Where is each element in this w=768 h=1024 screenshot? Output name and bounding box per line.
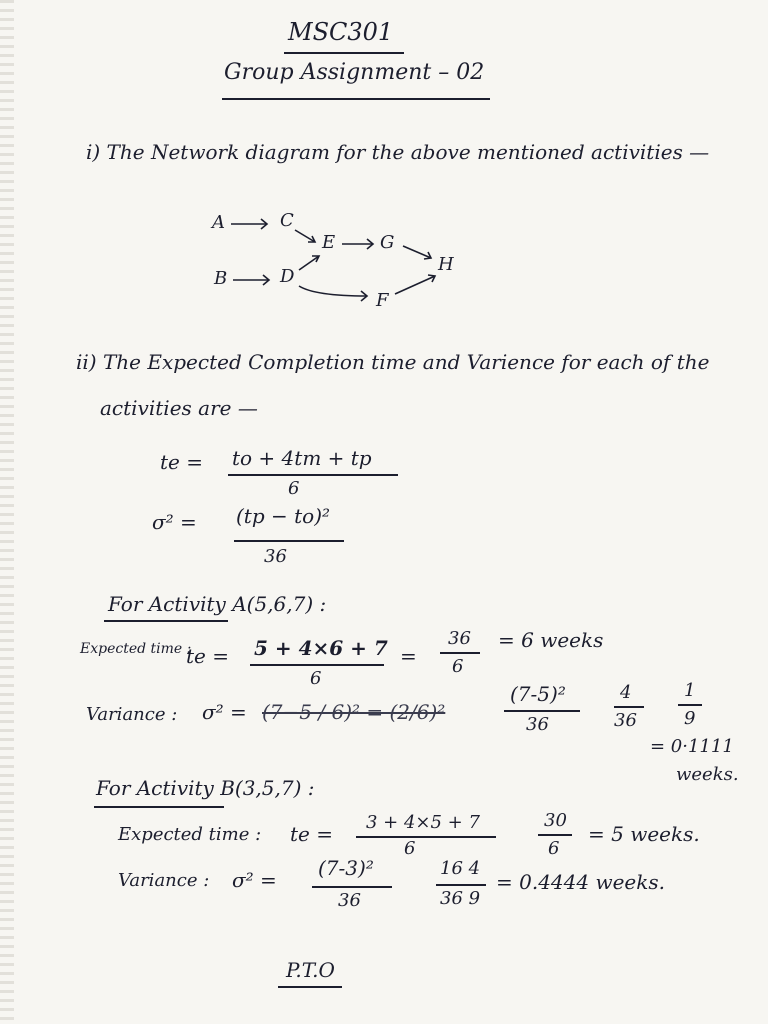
activity-b-variance-frac-num: 16 4	[440, 858, 481, 879]
activity-a-te-numerator: 5 + 4×6 + 7	[254, 636, 388, 660]
activity-a-title: For Activity A(5,6,7) :	[108, 592, 327, 616]
activity-a-variance-denominator: 36	[526, 714, 549, 735]
activity-a-variance-simpl-num: 1	[684, 680, 696, 701]
node-d: D	[280, 266, 295, 287]
activity-b-te-frac-den: 6	[548, 838, 560, 859]
activity-b-variance-result: = 0.4444 weeks.	[496, 870, 665, 894]
activity-a-variance-simpl-den: 9	[684, 708, 696, 729]
activity-b-te-denominator: 6	[404, 838, 416, 859]
activity-b-variance-frac-bar	[436, 884, 486, 886]
activity-a-variance-frac-den: 36	[614, 710, 637, 731]
expected-heading-line2: activities are —	[100, 396, 258, 420]
activity-a-te-result: = 6 weeks	[498, 628, 604, 652]
activity-a-te-denominator: 6	[310, 668, 322, 689]
var-formula-bar	[234, 540, 344, 542]
network-arrows	[195, 200, 465, 320]
activity-b-expected-label: Expected time :	[118, 824, 262, 845]
assignment-title: Group Assignment – 02	[224, 60, 485, 85]
node-f: F	[376, 290, 389, 311]
node-c: C	[280, 210, 294, 231]
activity-b-variance-numerator: (7-3)²	[318, 856, 374, 880]
pto-underline	[278, 986, 342, 988]
activity-a-variance-unit: weeks.	[676, 764, 739, 785]
node-h: H	[438, 254, 454, 275]
activity-b-te-result: = 5 weeks.	[588, 822, 700, 846]
activity-a-variance-bar	[504, 710, 580, 712]
activity-b-te-lhs: te =	[290, 822, 333, 846]
activity-b-variance-denominator: 36	[338, 890, 361, 911]
course-underline	[284, 52, 404, 54]
activity-a-te-frac-bar	[440, 652, 480, 654]
activity-b-te-bar	[356, 836, 496, 838]
te-formula-bar	[228, 474, 398, 476]
activity-a-underline	[104, 620, 228, 622]
pto-label: P.T.O	[286, 958, 335, 982]
var-formula-numerator: (tp − to)²	[236, 504, 331, 528]
activity-b-te-numerator: 3 + 4×5 + 7	[366, 812, 480, 833]
activity-a-variance-frac-bar	[614, 706, 644, 708]
te-formula-numerator: to + 4tm + tp	[232, 446, 372, 470]
network-heading: i) The Network diagram for the above mentioned activities —	[86, 140, 710, 164]
var-formula-lhs: σ² =	[152, 510, 197, 534]
activity-a-te-bar	[250, 664, 384, 666]
activity-a-te-frac-den: 6	[452, 656, 464, 677]
node-g: G	[380, 232, 395, 253]
activity-a-te-equals: =	[400, 644, 417, 668]
activity-b-te-frac-num: 30	[544, 810, 567, 831]
activity-a-variance-frac-num: 4	[620, 682, 632, 703]
activity-b-title: For Activity B(3,5,7) :	[96, 776, 315, 800]
activity-a-variance-numerator: (7-5)²	[510, 682, 566, 706]
node-b: B	[214, 268, 228, 289]
activity-a-te-frac-num: 36	[448, 628, 471, 649]
activity-a-te-lhs: te =	[186, 644, 229, 668]
activity-b-variance-lhs: σ² =	[232, 868, 277, 892]
te-formula-lhs: te =	[160, 450, 203, 474]
activity-a-variance-simpl-bar	[678, 704, 702, 706]
te-formula-denominator: 6	[288, 478, 300, 499]
activity-b-underline	[94, 806, 224, 808]
node-e: E	[322, 232, 336, 253]
var-formula-denominator: 36	[264, 546, 287, 567]
activity-b-te-frac-bar	[538, 834, 572, 836]
activity-b-variance-frac-den: 36 9	[440, 888, 481, 909]
activity-a-variance-lhs: σ² =	[202, 700, 247, 724]
course-code: MSC301	[288, 18, 394, 46]
assignment-underline	[222, 98, 490, 100]
activity-b-variance-label: Variance :	[118, 870, 210, 891]
expected-heading-line1: ii) The Expected Completion time and Varience for each of the	[76, 350, 710, 374]
node-a: A	[212, 212, 225, 233]
spiral-binding	[0, 0, 14, 1024]
activity-a-variance-label: Variance :	[86, 704, 178, 725]
activity-a-expected-label: Expected time :	[80, 641, 192, 657]
activity-b-variance-bar	[312, 886, 392, 888]
activity-a-variance-struck: (7−5 / 6)² = (2/6)²	[262, 700, 446, 724]
activity-a-variance-decimal: = 0·1111	[650, 736, 734, 757]
